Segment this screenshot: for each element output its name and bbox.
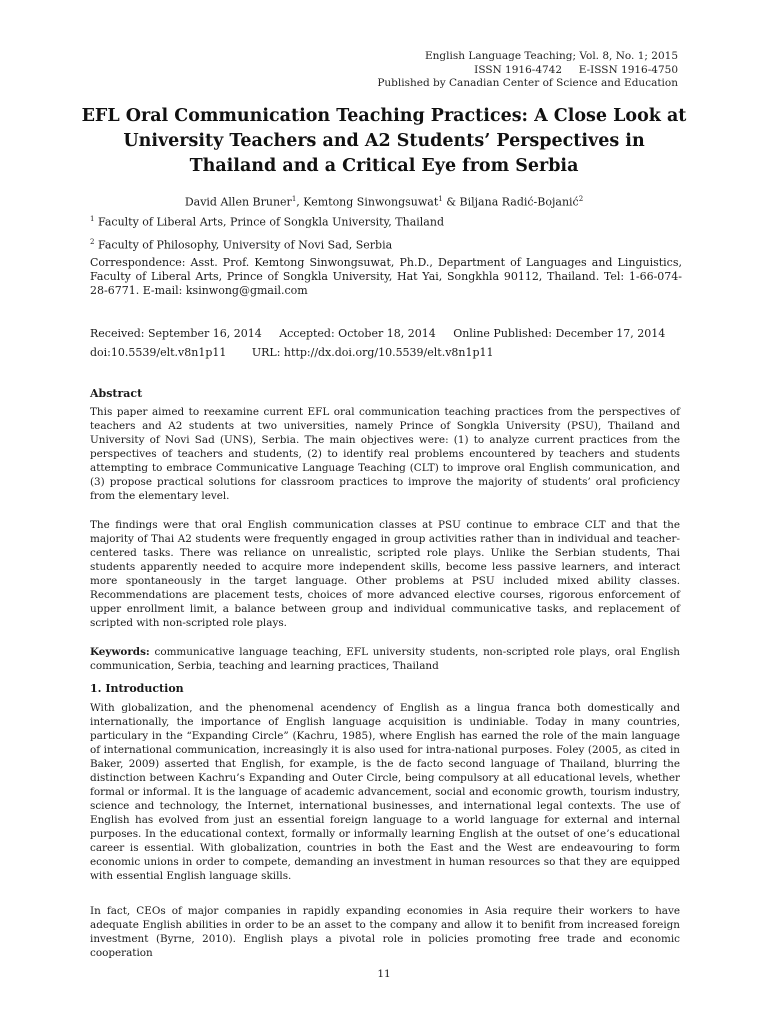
- affiliation-1: [90, 212, 685, 230]
- abstract-paragraph: The findings were that oral English communication classes at PSU continue to embrace CLT and that the majority of Thai A2 students were frequently engaged in group activities rather than in individual and teacher-centered tasks. There was reliance on unrealistic, scripted role plays. Unlike the Serbian students, Thai students apparently needed to acquire more independent skills, become less passive learners, and interact more spontaneously in the target language. Other problems at PSU included mixed ability classes. Recommendations are placement tests, choices of more advanced elective courses, rigorous enforcement of upper enrollment limit, a balance between group and individual communicative tasks, and replacement of scripted with non-scripted role plays.: [90, 519, 680, 629]
- author-sup: 1: [438, 195, 443, 203]
- affiliation-text: Faculty of Philosophy, University of Novi Sad, Serbia: [94, 238, 393, 252]
- doi-text: doi:10.5539/elt.v8n1p11: [90, 346, 227, 359]
- journal-header: [377, 50, 678, 91]
- author-separator: ,: [296, 195, 304, 209]
- doi-url[interactable]: URL: http://dx.doi.org/10.5539/elt.v8n1p11: [251, 346, 494, 359]
- keywords: [90, 645, 680, 673]
- author-sup: 1: [291, 195, 297, 203]
- abstract-heading: Abstract: [90, 387, 143, 400]
- author-sup: 2: [578, 195, 584, 203]
- keywords-text: communicative language teaching, EFL university students, non-scripted role plays, oral English communication, Serbia, teaching and learning practices, Thailand: [90, 646, 680, 672]
- affiliation-2: [90, 235, 685, 253]
- body-paragraph: In fact, CEOs of major companies in rapidly expanding economies in Asia require their workers to have adequate English abilities in order to be an asset to the company and allow it to benifit from increased foreign investment (Byrne, 2010). English plays a pivotal role in policies promoting free trade and economic cooperation: [90, 905, 680, 959]
- affiliation-text: Faculty of Liberal Arts, Prince of Songkla University, Thailand: [94, 215, 444, 229]
- affiliation-sup: 1: [90, 215, 95, 223]
- paper-title: EFL Oral Communication Teaching Practices: A Close Look at University Teachers and A2 Students’ Perspectives in Thailand and a Critical Eye from Serbia: [81, 106, 687, 176]
- publisher-line: Published by Canadian Center of Science and Education: [377, 77, 678, 89]
- body-paragraph: With globalization, and the phenomenal acendency of English as a lingua franca both domestically and internationally, the importance of English language acquisition is undiniable. Today in many countries, particulary in the “Expanding Circle” (Kachru, 1985), where English has earned the role of the main language of international communication, increasingly it is also used for intra-national purposes. Foley (2005, as cited in Baker, 2009) asserted that English, for example, is the de facto second language of Thailand, blurring the distinction between Kachru’s Expanding and Outer Circle, being compulsory at all educational levels, whether formal or informal. It is the language of academic advancement, social and economic growth, tourism industry, science and technology, the Internet, international businesses, and international legal contexts. The use of English has evolved from just an essential foreign language to a world language for external and internal purposes. In the educational context, formally or informally learning English at the outset of one’s educational career is essential. With globalization, countries in both the East and the West are endeavouring to form economic unions in order to compete, demanding an investment in human resources so that they are equipped with essential English language skills.: [90, 702, 680, 882]
- page-number: 11: [377, 968, 391, 980]
- doi-line: [90, 346, 516, 360]
- affiliation-sup: 2: [90, 238, 95, 246]
- author-name: Biljana Radić-Bojanić: [459, 195, 579, 209]
- received-date: Received: September 16, 2014: [90, 327, 262, 340]
- author-name: Kemtong Sinwongsuwat: [303, 195, 439, 209]
- journal-citation: English Language Teaching; Vol. 8, No. 1; 2015: [425, 50, 678, 62]
- author-name: David Allen Bruner: [184, 195, 292, 209]
- keywords-label: Keywords:: [90, 646, 150, 658]
- author-separator: &: [442, 195, 460, 209]
- correspondence: Correspondence: Asst. Prof. Kemtong Sinwongsuwat, Ph.D., Department of Languages and Linguistics, Faculty of Liberal Arts, Prince of Songkla University, Hat Yai, Songkhla 90112, Thailand. Tel: 1-66-074-28-6771. E-mail: ksinwong@gmail.com: [90, 256, 682, 297]
- author-list: [90, 192, 678, 210]
- publication-dates: [90, 327, 679, 341]
- abstract-paragraph: This paper aimed to reexamine current EFL oral communication teaching practices from the perspectives of teachers and A2 students at two universities, namely Prince of Songkla University (PSU), Thailand and University of Novi Sad (UNS), Serbia. The main objectives were: (1) to analyze current practices from the perspectives of teachers and students, (2) to identify real problems encountered by teachers and students attempting to embrace Communicative Language Teaching (CLT) to improve oral English communication, and (3) propose practical solutions for classroom practices to improve the majority of students’ oral proficiency from the elementary level.: [90, 406, 680, 502]
- published-date: Online Published: December 17, 2014: [453, 327, 666, 340]
- accepted-date: Accepted: October 18, 2014: [279, 327, 436, 340]
- issn-line: ISSN 1916-4742 E-ISSN 1916-4750: [474, 63, 678, 76]
- section-heading: 1. Introduction: [90, 682, 184, 695]
